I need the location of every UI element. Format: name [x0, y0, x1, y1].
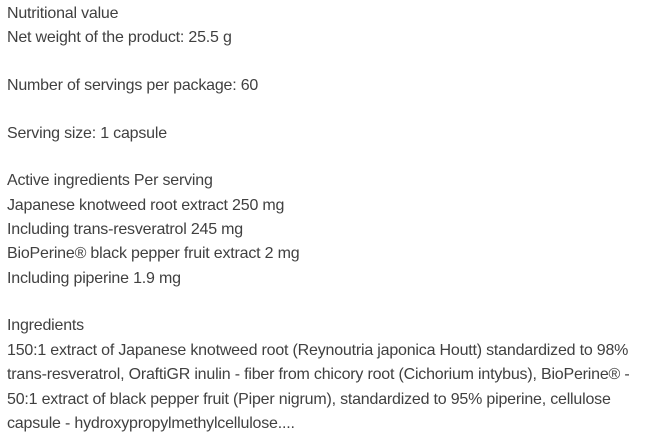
serving-size-line: Serving size: 1 capsule	[7, 124, 167, 142]
section-serving-size	[7, 122, 646, 146]
ingredients-heading: Ingredients	[7, 317, 84, 335]
servings-per-package-line: Number of servings per package: 60	[7, 77, 259, 94]
knotweed-extract-line: Japanese knotweed root extract 250 mg	[7, 196, 285, 214]
section-servings-per-package	[7, 74, 646, 98]
section-nutritional-value	[7, 2, 646, 51]
piperine-line: Including piperine 1.9 mg	[7, 269, 181, 287]
active-ingredients-heading: Active ingredients Per serving	[7, 172, 213, 190]
nutritional-value-heading: Nutritional value	[7, 5, 119, 22]
ingredients-paragraph: 150:1 extract of Japanese knotweed root (Reynoutria japonica Houtt) standardized to 98% trans-resveratrol, OraftiGR inulin - fiber from chicory root (Cichorium intybus), BioPerine® - 50:1 extract of black pepper fruit (Piper nigrum), standardized to 95% piperine, cellulose capsule - hydroxypropylmethylcellulose....	[7, 341, 630, 433]
section-ingredients	[7, 314, 646, 436]
trans-resveratrol-line: Including trans-resveratrol 245 mg	[7, 221, 243, 238]
bioperine-extract-line: BioPerine® black pepper fruit extract 2 mg	[7, 245, 300, 263]
section-active-ingredients	[7, 169, 646, 291]
net-weight-line: Net weight of the product: 25.5 g	[7, 29, 232, 47]
